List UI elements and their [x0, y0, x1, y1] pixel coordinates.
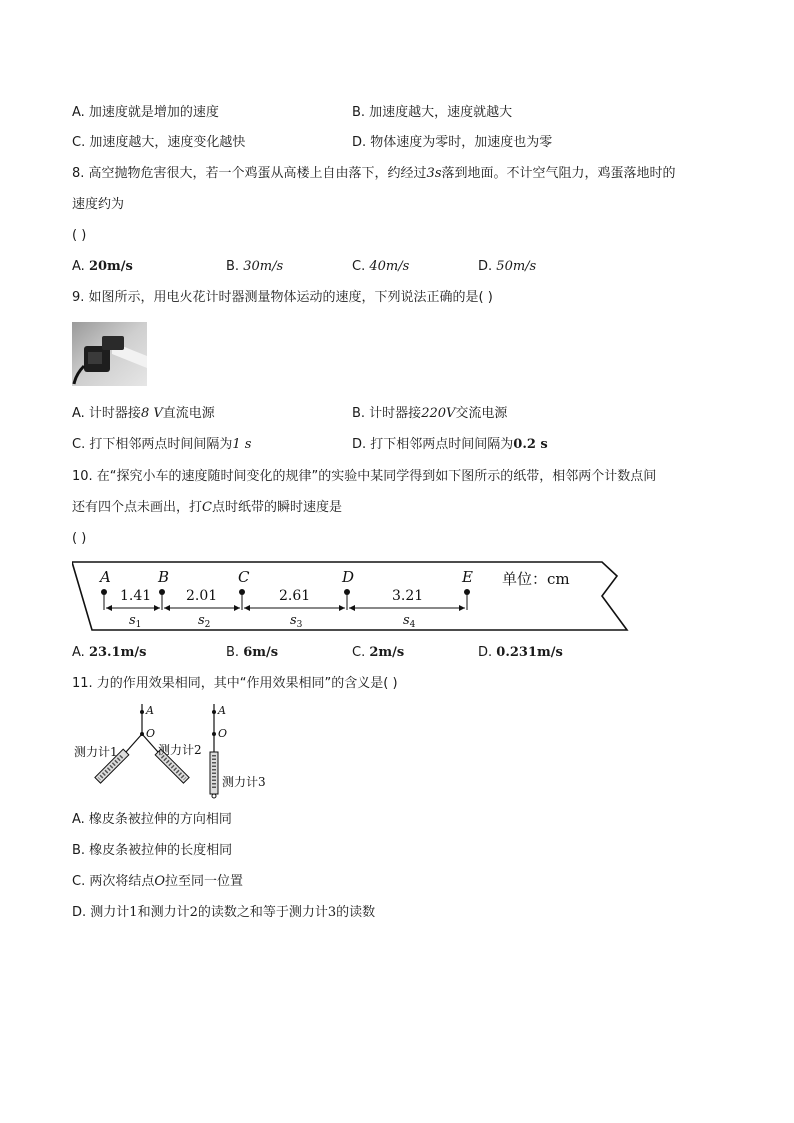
q8-stem: 8. 高空抛物危害很大，若一个鸡蛋从高楼上自由落下，约经过3s落到地面。不计空气阻力，鸡蛋落地时的: [72, 166, 676, 181]
fig-right-a: A: [218, 704, 226, 717]
distance-2: 2.01: [186, 588, 218, 604]
q9-stem: 9. 如图所示，用电火花计时器测量物体运动的速度，下列说法正确的是( ): [72, 290, 493, 305]
q7-option-c: C. 加速度越大，速度变化越快: [72, 135, 246, 150]
q9-option-c: C. 打下相邻两点时间间隔为1 s: [72, 437, 252, 452]
fig-right-o: O: [218, 727, 228, 740]
q8-option-b: B. 30m/s: [226, 259, 284, 274]
q10-option-d: D. 0.231m/s: [478, 645, 563, 660]
q8-option-a: A. 20m/s: [72, 259, 133, 274]
distance-4: 3.21: [392, 588, 424, 604]
q7-option-d: D. 物体速度为零时，加速度也为零: [352, 135, 553, 150]
q9-option-b: B. 计时器接220V交流电源: [352, 406, 508, 421]
q11-stem: 11. 力的作用效果相同，其中“作用效果相同”的含义是( ): [72, 676, 398, 691]
q11-option-a: A. 橡皮条被拉伸的方向相同: [72, 812, 232, 827]
q10-option-c: C. 2m/s: [352, 645, 405, 660]
segment-s2: $s_2$: [198, 613, 211, 630]
segment-s1: $s_1$: [129, 613, 142, 630]
q10-option-a: A. 23.1m/s: [72, 645, 147, 660]
q11-option-b: B. 橡皮条被拉伸的长度相同: [72, 843, 233, 858]
meter2-label: 测力计2: [158, 743, 202, 757]
q9-option-a: A. 计时器接8 V直流电源: [72, 406, 215, 421]
meter1-label: 测力计1: [74, 745, 118, 759]
q10-stem: 10. 在“探究小车的速度随时间变化的规律”的实验中某同学得到如下图所示的纸带，相邻两个计数点间: [72, 469, 657, 484]
tape-unit: 单位：cm: [502, 570, 570, 588]
meter3-label: 测力计3: [222, 775, 266, 789]
label-e: E: [462, 568, 473, 586]
q7-option-b: B. 加速度越大，速度就越大: [352, 105, 513, 120]
q11-option-d: D. 测力计1和测力计2的读数之和等于测力计3的读数: [72, 905, 376, 920]
q10-option-b: B. 6m/s: [226, 645, 279, 660]
meter3-body: [210, 752, 218, 798]
q11-option-c: C. 两次将结点O拉至同一位置: [72, 874, 244, 889]
q7-option-a: A. 加速度就是增加的速度: [72, 105, 219, 120]
force-meter-figure: [72, 700, 282, 800]
q8-answer-paren: ( ): [72, 228, 87, 243]
segment-s4: $s_4$: [403, 613, 416, 630]
q9-option-d: D. 打下相邻两点时间间隔为0.2 s: [352, 437, 548, 452]
label-c: C: [238, 568, 250, 586]
label-b: B: [158, 568, 170, 586]
distance-1: 1.41: [120, 588, 152, 604]
segment-s3: $s_3$: [290, 613, 303, 630]
q10-answer-paren: ( ): [72, 531, 87, 546]
label-a: A: [100, 568, 111, 586]
distance-3: 2.61: [279, 588, 311, 604]
spark-timer-photo: [72, 322, 147, 386]
paper-tape-figure: [72, 558, 632, 634]
q8-option-c: C. 40m/s: [352, 259, 410, 274]
label-d: D: [342, 568, 355, 586]
q10-stem-line2: 还有四个点未画出，打C点时纸带的瞬时速度是: [72, 500, 342, 515]
fig-left-a: A: [146, 704, 154, 717]
fig-left-o: O: [146, 727, 156, 740]
q8-stem-line2: 速度约为: [72, 197, 125, 212]
q8-option-d: D. 50m/s: [478, 259, 537, 274]
